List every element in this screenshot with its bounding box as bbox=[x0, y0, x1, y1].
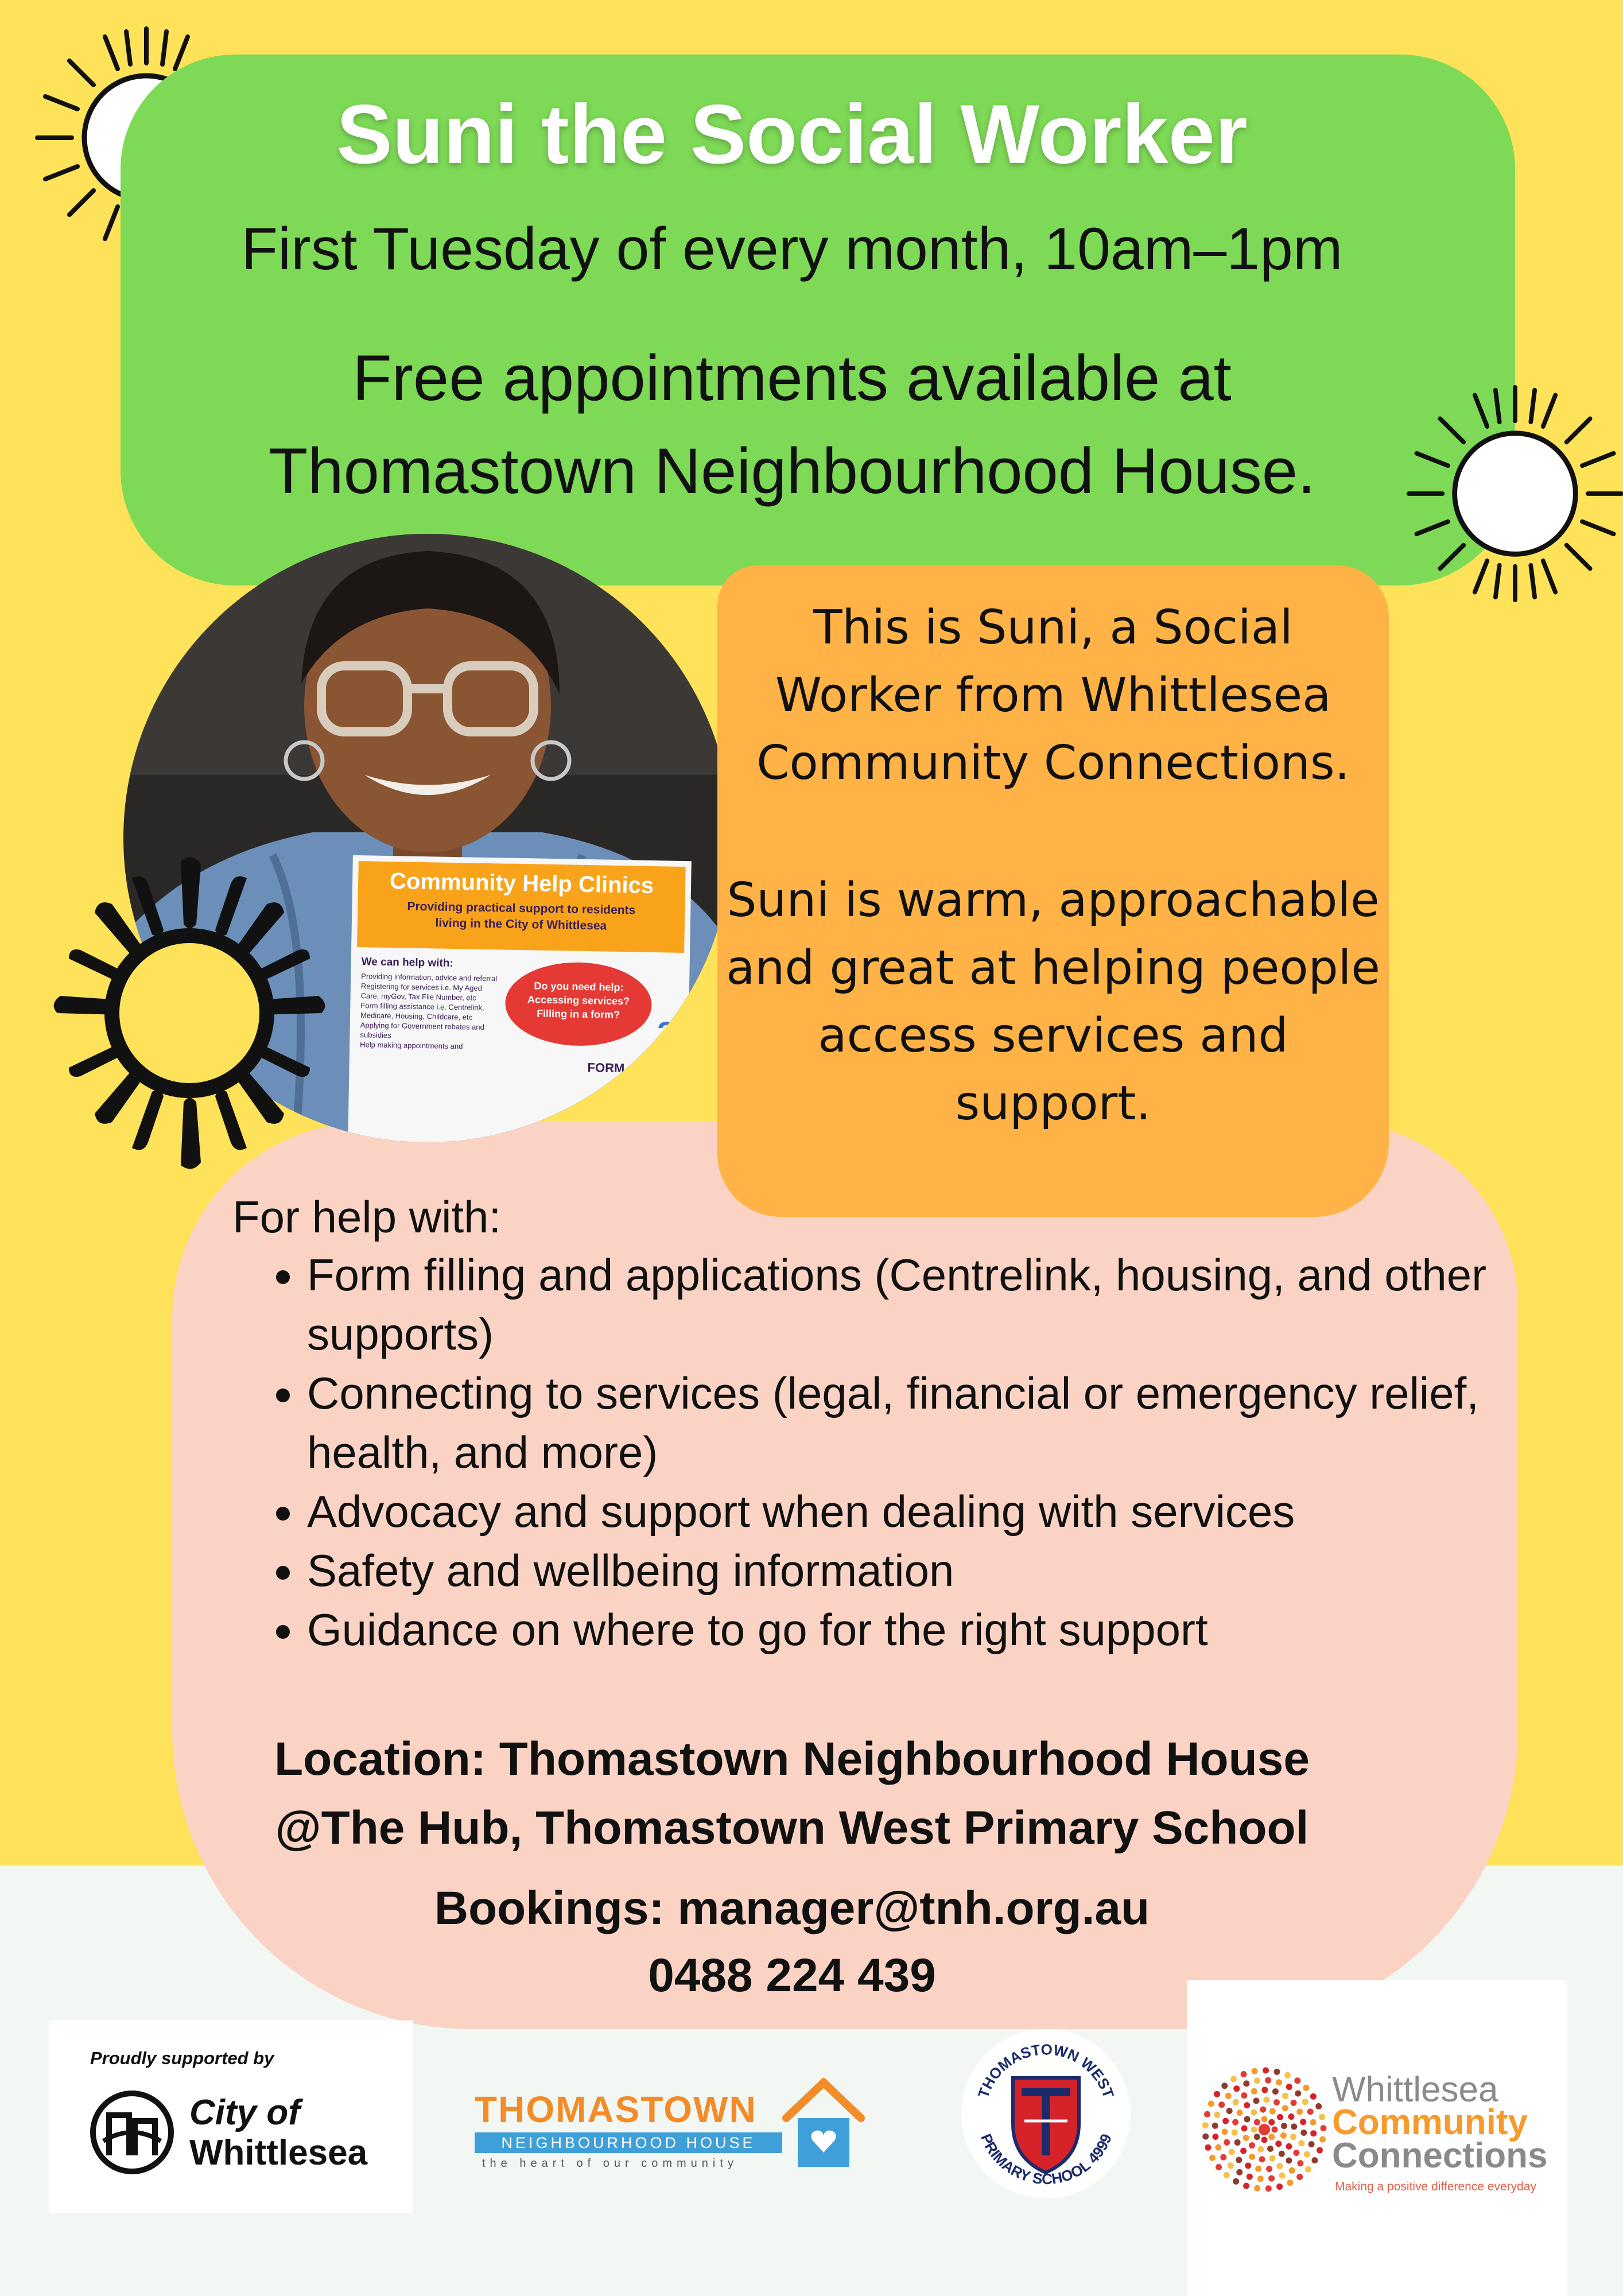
mandala-dot bbox=[1317, 2147, 1323, 2154]
mandala-dot bbox=[1254, 2119, 1260, 2126]
appointments-line: Thomastown Neighbourhood House. bbox=[268, 435, 1316, 507]
mandala-dot bbox=[1251, 2088, 1257, 2095]
desc-line: and great at helping people bbox=[726, 941, 1380, 995]
mandala-dot bbox=[1233, 2085, 1240, 2092]
mandala-dot bbox=[1216, 2164, 1222, 2170]
list-item: • Form filling and applications (Centrelink, housing, and other supports) bbox=[307, 1246, 1541, 1364]
mandala-dot bbox=[1268, 2175, 1275, 2182]
mandala-dot bbox=[1277, 2114, 1283, 2120]
mandala-dot bbox=[1228, 2162, 1234, 2169]
mandala-dot bbox=[1230, 2076, 1237, 2082]
mandala-dot bbox=[1243, 2080, 1249, 2086]
mandala-dot bbox=[1304, 2151, 1310, 2158]
mandala-dot bbox=[1234, 2139, 1241, 2146]
mandala-dot bbox=[1202, 2122, 1209, 2128]
mandala-dot bbox=[1303, 2085, 1309, 2091]
mandala-dot bbox=[1259, 2156, 1265, 2162]
mandala-dot bbox=[1257, 2175, 1264, 2182]
mandala-dot bbox=[1279, 2173, 1286, 2179]
list-item: • Advocacy and support when dealing with services bbox=[307, 1482, 1541, 1541]
desc-line: access services and support. bbox=[818, 1009, 1288, 1131]
mandala-dot bbox=[1249, 2142, 1255, 2148]
location-line: @The Hub, Thomastown West Primary School bbox=[275, 1802, 1309, 1854]
mandala-dot bbox=[1261, 2116, 1268, 2123]
mandala-dot bbox=[1241, 2071, 1247, 2077]
mandala-dot bbox=[1254, 2185, 1260, 2192]
mandala-dot bbox=[1218, 2101, 1225, 2108]
mandala-dot bbox=[1261, 2087, 1268, 2093]
mandala-dot bbox=[1276, 2163, 1283, 2169]
held-flyer bbox=[347, 855, 692, 1142]
mandala-dot bbox=[1244, 2116, 1251, 2122]
mandala-dot bbox=[1276, 2079, 1282, 2085]
house-heart-icon bbox=[781, 2078, 867, 2175]
mandala-dot bbox=[1237, 2109, 1243, 2116]
tnh-band: NEIGHBOURHOOD HOUSE bbox=[475, 2132, 782, 2153]
mandala-dot bbox=[1311, 2157, 1318, 2163]
phone-number: 0488 224 439 bbox=[648, 1949, 936, 2002]
mandala-dot bbox=[1224, 2139, 1230, 2146]
mandala-dot bbox=[1300, 2130, 1307, 2136]
list-item: • Safety and wellbeing information bbox=[307, 1541, 1541, 1600]
help-list bbox=[253, 1246, 1541, 1659]
mandala-dot bbox=[1309, 2141, 1315, 2147]
school-text-ring bbox=[961, 2029, 1131, 2198]
svg-text:PRIMARY SCHOOL 4999 bbox=[977, 2131, 1115, 2188]
dot-mandala-icon bbox=[1198, 2064, 1330, 2196]
mandala-dot bbox=[1291, 2123, 1297, 2130]
sun-icon bbox=[1403, 382, 1623, 606]
mandala-dot bbox=[1310, 2093, 1317, 2100]
suni-intro bbox=[723, 594, 1383, 797]
mandala-dot bbox=[1310, 2130, 1317, 2136]
question-mark-icon: ? bbox=[657, 1016, 675, 1050]
mandala-dot bbox=[1288, 2113, 1294, 2120]
mandala-dot bbox=[1240, 2148, 1247, 2154]
flyer-subtitle: Providing practical support to residents bbox=[407, 899, 636, 917]
mandala-dot bbox=[1247, 2174, 1253, 2180]
flyer-title: Community Help Clinics bbox=[389, 868, 654, 899]
mandala-dot bbox=[1265, 2077, 1271, 2084]
mandala-dot bbox=[1222, 2118, 1229, 2124]
mandala-dot bbox=[1315, 2103, 1322, 2109]
mandala-dot bbox=[1202, 2134, 1209, 2140]
mandala-dot bbox=[1260, 2107, 1266, 2113]
mandala-dot bbox=[1307, 2108, 1314, 2115]
mandala-dot bbox=[1229, 2149, 1235, 2155]
wcc-name: Community bbox=[1332, 2103, 1528, 2142]
list-item: • Connecting to services (legal, financial or emergency relief, health, and more) bbox=[307, 1364, 1541, 1482]
mandala-dot bbox=[1254, 2077, 1260, 2084]
mandala-dot bbox=[1280, 2132, 1287, 2139]
mandala-dot bbox=[1221, 2082, 1228, 2089]
mandala-dot bbox=[1205, 2144, 1211, 2151]
mandala-dot bbox=[1251, 2068, 1257, 2074]
mandala-dot bbox=[1241, 2125, 1248, 2131]
flyer-list-item: Registering for services i.e. My Aged Care, myGov, Tax File Number, etc bbox=[360, 982, 483, 1002]
wcc-tagline: Making a positive difference everyday bbox=[1335, 2180, 1536, 2193]
school-name-bottom: PRIMARY SCHOOL 4999 bbox=[977, 2131, 1115, 2188]
mandala-dot bbox=[1253, 2097, 1259, 2104]
mandala-dot bbox=[1215, 2144, 1221, 2151]
mandala-dot bbox=[1265, 2185, 1272, 2192]
mandala-dot bbox=[1320, 2125, 1326, 2131]
flyer-help-heading: We can help with: bbox=[361, 956, 453, 969]
whittlesea-community-connections-logo bbox=[1187, 1980, 1567, 2296]
mandala-dot bbox=[1284, 2072, 1291, 2078]
mandala-dot bbox=[1236, 2169, 1243, 2175]
mandala-dot bbox=[1245, 2162, 1251, 2169]
mandala-dot bbox=[1305, 2166, 1311, 2173]
mandala-dot bbox=[1286, 2084, 1292, 2090]
mandala-dot bbox=[1300, 2119, 1306, 2125]
mandala-dot bbox=[1281, 2123, 1287, 2129]
flyer-form-label: FORM bbox=[587, 1060, 625, 1076]
mandala-dot bbox=[1243, 2183, 1249, 2189]
intro-line: This is Suni, a Social bbox=[813, 600, 1293, 655]
mandala-dot bbox=[1244, 2102, 1250, 2108]
bubble-line: Filling in a form? bbox=[536, 1007, 620, 1021]
mandala-dot bbox=[1212, 2134, 1218, 2140]
city-name: City of bbox=[189, 2093, 300, 2132]
mandala-dot bbox=[1319, 2136, 1326, 2143]
page-title: Suni the Social Worker bbox=[336, 87, 1248, 181]
mandala-dot bbox=[1261, 2137, 1268, 2143]
mandala-dot bbox=[1269, 2108, 1276, 2115]
svg-text:THOMASTOWN WEST bbox=[974, 2041, 1117, 2100]
mandala-dot bbox=[1226, 2108, 1233, 2114]
mandala-dot bbox=[1272, 2127, 1278, 2133]
flyer-list-item: Applying for Government rebates and subsidies bbox=[360, 1021, 484, 1040]
mandala-dot bbox=[1279, 2151, 1285, 2157]
mandala-dot bbox=[1282, 2105, 1288, 2111]
mandala-dot bbox=[1257, 2146, 1264, 2152]
mandala-dot bbox=[1263, 2097, 1269, 2103]
city-of-whittlesea-logo bbox=[49, 2020, 413, 2213]
mandala-dot bbox=[1319, 2114, 1325, 2120]
mandala-dot bbox=[1232, 2119, 1238, 2126]
location-line: Location: Thomastown Neighbourhood House bbox=[274, 1733, 1310, 1785]
mandala-dot bbox=[1282, 2093, 1288, 2099]
bookings-email: Bookings: manager@tnh.org.au bbox=[434, 1882, 1150, 1934]
appointments-text bbox=[121, 332, 1463, 518]
intro-line: Worker from Whittlesea bbox=[775, 668, 1331, 723]
flyer-list-item: Providing information, advice and referral bbox=[361, 972, 498, 983]
wcc-name: Connections bbox=[1332, 2136, 1548, 2175]
mandala-dot bbox=[1209, 2155, 1216, 2161]
mandala-dot bbox=[1275, 2140, 1282, 2147]
mandala-dot bbox=[1236, 2157, 1242, 2163]
mandala-dot bbox=[1204, 2111, 1210, 2117]
mandala-dot bbox=[1208, 2100, 1214, 2107]
mandala-dot bbox=[1214, 2091, 1220, 2097]
flyer-subtitle: living in the City of Whittlesea bbox=[435, 916, 607, 933]
mandala-dot bbox=[1268, 2134, 1275, 2140]
mandala-dot bbox=[1254, 2134, 1260, 2140]
mandala-dot bbox=[1294, 2077, 1300, 2084]
help-heading: For help with: bbox=[232, 1192, 502, 1242]
mandala-dot bbox=[1243, 2135, 1249, 2141]
flyer-speech-bubble bbox=[504, 961, 652, 1047]
mandala-dot bbox=[1269, 2155, 1276, 2162]
thomastown-neighbourhood-house-logo bbox=[468, 2078, 869, 2175]
mandala-dot bbox=[1295, 2091, 1301, 2097]
city-name: Whittlesea bbox=[189, 2133, 368, 2173]
mandala-dot bbox=[1233, 2099, 1239, 2105]
mandala-dot bbox=[1220, 2154, 1226, 2161]
mandala-dot bbox=[1232, 2130, 1238, 2136]
flyer-list-item: Form filling assistance i.e. Centrelink, Medicare, Housing, Childcare, etc bbox=[360, 1001, 484, 1022]
mandala-dot bbox=[1212, 2123, 1218, 2129]
mandala-dot bbox=[1214, 2112, 1220, 2118]
mandala-dot bbox=[1255, 2166, 1261, 2172]
mandala-dot bbox=[1302, 2099, 1309, 2105]
mandala-dot bbox=[1249, 2154, 1255, 2160]
bubble-line: Accessing services? bbox=[527, 994, 630, 1007]
tnh-tagline: the heart of our community bbox=[482, 2157, 738, 2170]
mandala-dot bbox=[1290, 2134, 1296, 2140]
mandala-dot bbox=[1266, 2166, 1272, 2172]
mandala-dot bbox=[1286, 2158, 1292, 2164]
flyer-list-item: Help making appointments and bbox=[360, 1040, 463, 1051]
schedule-text: First Tuesday of every month, 10am–1pm bbox=[241, 216, 1343, 282]
mandala-dot bbox=[1287, 2179, 1293, 2186]
mandala-dot bbox=[1251, 2127, 1257, 2133]
mandala-center bbox=[1259, 2124, 1270, 2135]
mandala-dot bbox=[1273, 2099, 1280, 2105]
mandala-dot bbox=[1272, 2088, 1279, 2095]
tnh-name: THOMASTOWN bbox=[475, 2089, 757, 2130]
school-name-top: THOMASTOWN WEST bbox=[974, 2041, 1118, 2100]
sun-icon bbox=[46, 850, 333, 1177]
mandala-dot bbox=[1267, 2146, 1273, 2152]
mandala-dot bbox=[1296, 2109, 1303, 2115]
flyer-list bbox=[360, 971, 502, 1052]
mandala-dot bbox=[1290, 2100, 1296, 2106]
list-item: • Guidance on where to go for the right support bbox=[307, 1600, 1541, 1659]
mandala-dot bbox=[1298, 2140, 1304, 2146]
bubble-line: Do you need help: bbox=[534, 980, 624, 994]
appointments-line: Free appointments available at bbox=[352, 342, 1232, 414]
mandala-dot bbox=[1297, 2160, 1303, 2166]
thomastown-west-primary-school-logo bbox=[961, 2029, 1131, 2198]
mandala-dot bbox=[1251, 2109, 1257, 2116]
mandala-dot bbox=[1293, 2150, 1299, 2156]
mandala-dot bbox=[1273, 2069, 1280, 2075]
wcc-name: Whittlesea bbox=[1332, 2070, 1498, 2109]
mandala-dot bbox=[1222, 2128, 1228, 2135]
mandala-dot bbox=[1241, 2092, 1247, 2099]
desc-line: Suni is warm, approachable bbox=[727, 873, 1380, 928]
mandala-dot bbox=[1276, 2183, 1283, 2190]
intro-line: Community Connections. bbox=[756, 736, 1350, 790]
mandala-dot bbox=[1268, 2119, 1275, 2126]
mandala-dot bbox=[1296, 2174, 1303, 2180]
mandala-dot bbox=[1289, 2167, 1295, 2174]
mandala-dot bbox=[1263, 2068, 1269, 2074]
city-crest-icon bbox=[89, 2089, 175, 2175]
mandala-dot bbox=[1310, 2119, 1317, 2126]
flyer-header bbox=[357, 861, 686, 953]
mandala-dot bbox=[1224, 2172, 1230, 2178]
suni-description bbox=[723, 867, 1383, 1138]
mandala-dot bbox=[1225, 2093, 1232, 2099]
supported-by-text: Proudly supported by bbox=[90, 2048, 274, 2068]
mandala-dot bbox=[1286, 2143, 1292, 2150]
mandala-dot bbox=[1233, 2178, 1239, 2185]
